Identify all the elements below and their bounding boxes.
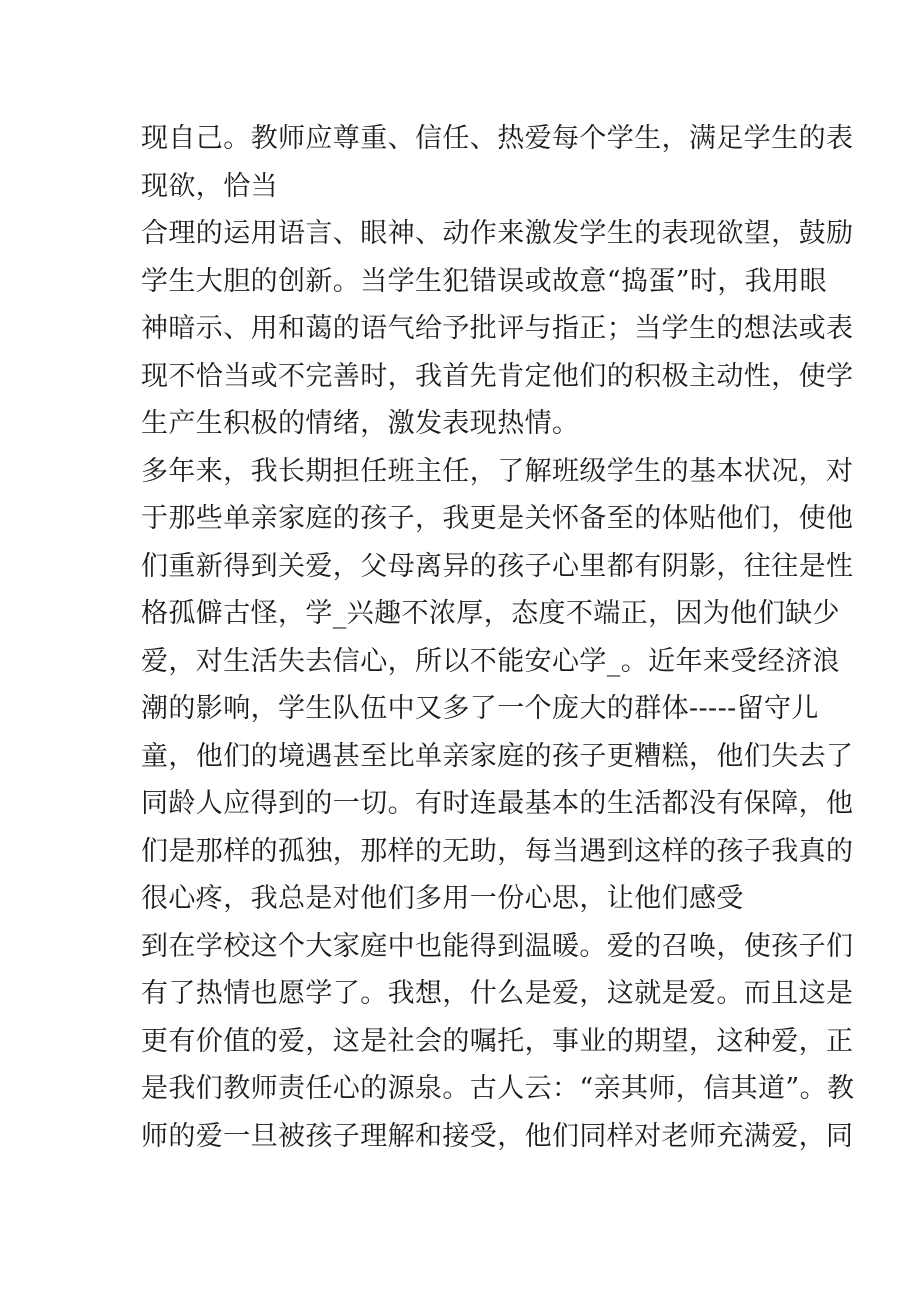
- text-line: 同龄人应得到的一切。有时连最基本的生活都没有保障，他: [141, 788, 854, 819]
- text-line: 现自己。教师应尊重、信任、热爱每个学生，满足学生的表: [141, 123, 854, 154]
- text-line: 们重新得到关爱，父母离异的孩子心里都有阴影，往往是性: [141, 550, 854, 582]
- text-line: 学生大胆的创新。当学生犯错误或故意“捣蛋”时，我用眼: [141, 265, 828, 297]
- text-line: 到在学校这个大家庭中也能得到温暖。爱的召唤，使孩子们: [141, 930, 854, 962]
- text-line: 格孤僻古怪，学_兴趣不浓厚，态度不端正，因为他们缺少: [141, 598, 840, 629]
- text-line: 现欲，恰当: [141, 170, 278, 202]
- text-line: 爱，对生活失去信心，所以不能安心学_。近年来受经济浪: [141, 645, 840, 677]
- text-line: 生产生积极的情绪，激发表现热情。: [141, 408, 580, 439]
- text-line: 是我们教师责任心的源泉。古人云：“亲其师，信其道”。教: [141, 1073, 855, 1104]
- text-line: 多年来，我长期担任班主任，了解班级学生的基本状况，对: [141, 455, 854, 487]
- body-text: [141, 115, 855, 1160]
- text-line: 童，他们的境遇甚至比单亲家庭的孩子更糟糕，他们失去了: [141, 740, 854, 772]
- text-line: 更有价值的爱，这是社会的嘱托，事业的期望，这种爱，正: [141, 1025, 854, 1057]
- text-line: 师的爱一旦被孩子理解和接受，他们同样对老师充满爱，同: [141, 1120, 854, 1152]
- text-line: 合理的运用语言、眼神、动作来激发学生的表现欲望，鼓励: [141, 218, 854, 249]
- text-line: 神暗示、用和蔼的语气给予批评与指正；当学生的想法或表: [141, 313, 854, 344]
- text-line: 现不恰当或不完善时，我首先肯定他们的积极主动性，使学: [141, 360, 854, 392]
- text-line: 有了热情也愿学了。我想，什么是爱，这就是爱。而且这是: [141, 978, 854, 1009]
- text-line: 很心疼，我总是对他们多用一份心思，让他们感受: [141, 883, 744, 914]
- text-line: 潮的影响，学生队伍中又多了一个庞大的群体-----留守儿: [141, 693, 819, 724]
- text-line: 们是那样的孤独，那样的无助，每当遇到这样的孩子我真的: [141, 835, 854, 867]
- text-line: 于那些单亲家庭的孩子，我更是关怀备至的体贴他们，使他: [141, 503, 854, 534]
